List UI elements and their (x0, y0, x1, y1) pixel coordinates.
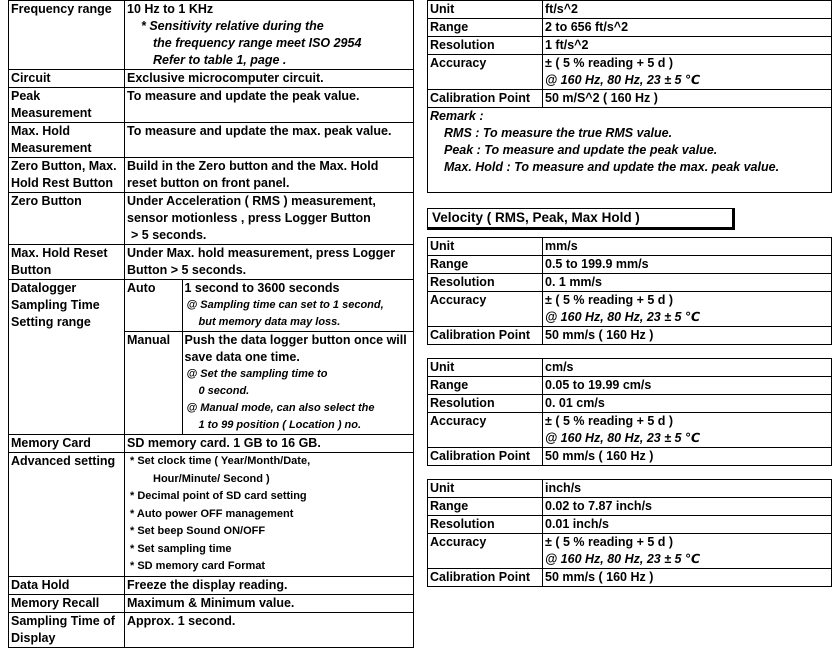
row-data-hold (9, 576, 414, 594)
row-peak (9, 88, 414, 123)
row-circuit (9, 70, 414, 88)
value-range: 0.05 to 19.99 cm/s (543, 377, 832, 395)
row-memory-card (9, 435, 414, 453)
datalogger-auto-row (125, 280, 413, 332)
row-zero-max-buttons (9, 158, 414, 193)
row-advanced-setting (9, 453, 414, 577)
value-resolution: 1 ft/s^2 (543, 37, 832, 55)
advanced-item: Hour/Minute/ Second ) (153, 472, 270, 485)
manual-note-4: 1 to 99 position ( Location ) no. (198, 419, 362, 431)
row-datalogger (9, 280, 414, 435)
remark-max-hold: Max. Hold : To measure and update the max. peak value. (444, 160, 780, 174)
value-calibration: 50 mm/s ( 160 Hz ) (543, 327, 832, 345)
label-data-hold: Data Hold (9, 576, 125, 594)
row-max-hold (9, 123, 414, 158)
velocity-table-cm (427, 358, 832, 466)
label-sampling-time: Sampling Time of Display (9, 612, 125, 647)
advanced-item: * Set beep Sound ON/OFF (130, 525, 266, 537)
advanced-item: * Set clock time ( Year/Month/Date, (130, 455, 311, 467)
freq-note-1: * Sensitivity relative during the (141, 19, 324, 33)
label-max-reset: Max. Hold Reset Button (9, 245, 125, 280)
row-frequency-range (9, 1, 414, 70)
value-accuracy: ± ( 5 % reading + 5 d ) (545, 293, 674, 307)
label-range: Range (428, 19, 543, 37)
label-calibration: Calibration Point (428, 327, 543, 345)
manual-note-2: 0 second. (198, 385, 250, 397)
label-auto: Auto (125, 280, 182, 332)
value-accuracy: ± ( 5 % reading + 5 d ) (545, 414, 674, 428)
value-range: 0.02 to 7.87 inch/s (543, 498, 832, 516)
label-calibration: Calibration Point (428, 448, 543, 466)
value-resolution: 0.01 inch/s (543, 516, 832, 534)
remark-rms: RMS : To measure the true RMS value. (444, 126, 673, 140)
remark-row (428, 108, 832, 193)
accuracy-note: @ 160 Hz, 80 Hz, 23 ± 5 ℃ (545, 310, 701, 324)
manual-note-3: @ Manual mode, can also select the (186, 402, 375, 414)
row-sampling-time (9, 612, 414, 647)
remark-peak: Peak : To measure and update the peak value. (444, 143, 718, 157)
label-accuracy: Accuracy (428, 413, 543, 448)
auto-note-1: @ Sampling time can set to 1 second, (186, 299, 384, 311)
label-range: Range (428, 377, 543, 395)
manual-note-1: @ Set the sampling time to (186, 368, 328, 380)
velocity-table-mm (427, 237, 832, 345)
value-unit: inch/s (543, 480, 832, 498)
value-accuracy: ± ( 5 % reading + 5 d ) (545, 56, 674, 70)
value-circuit: Exclusive microcomputer circuit. (125, 70, 414, 88)
spec-table-left (8, 0, 414, 648)
label-calibration: Calibration Point (428, 90, 543, 108)
label-zero-max-buttons: Zero Button, Max. Hold Rest Button (9, 158, 125, 193)
accel-resolution-row (428, 37, 832, 55)
label-memory-card: Memory Card (9, 435, 125, 453)
label-accuracy: Accuracy (428, 292, 543, 327)
label-peak: Peak Measurement (9, 88, 125, 123)
value-max-hold: To measure and update the max. peak value. (125, 123, 414, 158)
datalogger-subtable (125, 280, 413, 434)
accuracy-note: @ 160 Hz, 80 Hz, 23 ± 5 ℃ (545, 552, 701, 566)
value-zero-button-2: > 5 seconds. (131, 228, 207, 242)
value-peak: To measure and update the peak value. (125, 88, 414, 123)
value-unit: ft/s^2 (543, 1, 832, 19)
left-spec-table (8, 0, 414, 648)
freq-note-2: the frequency range meet ISO 2954 (153, 36, 362, 50)
value-calibration: 50 mm/s ( 160 Hz ) (543, 569, 832, 587)
remark-title: Remark : (430, 109, 484, 123)
label-resolution: Resolution (428, 516, 543, 534)
value-range: 0.5 to 199.9 mm/s (543, 256, 832, 274)
value-frequency-range: 10 Hz to 1 KHz (127, 2, 214, 16)
label-zero-button: Zero Button (9, 193, 125, 245)
advanced-item: * Decimal point of SD card setting (130, 490, 307, 502)
value-unit: cm/s (543, 359, 832, 377)
value-max-reset: Under Max. hold measurement, press Logger Button > 5 seconds. (125, 245, 414, 280)
label-range: Range (428, 498, 543, 516)
value-memory-card: SD memory card. 1 GB to 16 GB. (125, 435, 414, 453)
value-accuracy: ± ( 5 % reading + 5 d ) (545, 535, 674, 549)
value-auto: 1 second to 3600 seconds (184, 281, 340, 295)
advanced-item: * SD memory card Format (130, 560, 266, 572)
value-resolution: 0. 01 cm/s (543, 395, 832, 413)
label-accuracy: Accuracy (428, 55, 543, 90)
label-unit: Unit (428, 480, 543, 498)
value-sampling-time: Approx. 1 second. (125, 612, 414, 647)
row-zero-button (9, 193, 414, 245)
row-memory-recall (9, 594, 414, 612)
accel-table (427, 0, 832, 193)
velocity-heading: Velocity ( RMS, Peak, Max Hold ) (427, 208, 735, 230)
value-manual: Push the data logger button once will save data one time. (184, 333, 407, 364)
row-max-reset (9, 245, 414, 280)
label-accuracy: Accuracy (428, 534, 543, 569)
label-unit: Unit (428, 238, 543, 256)
spec-table-right (427, 0, 832, 587)
advanced-item: * Set sampling time (130, 542, 232, 555)
value-data-hold: Freeze the display reading. (125, 576, 414, 594)
datalogger-manual-row (125, 332, 413, 435)
label-advanced-setting: Advanced setting (9, 453, 125, 577)
label-resolution: Resolution (428, 274, 543, 292)
accel-accuracy-row (428, 55, 832, 90)
value-unit: mm/s (543, 238, 832, 256)
value-calibration: 50 mm/s ( 160 Hz ) (543, 448, 832, 466)
value-memory-recall: Maximum & Minimum value. (125, 594, 414, 612)
accel-unit-row (428, 1, 832, 19)
accel-range-row (428, 19, 832, 37)
label-memory-recall: Memory Recall (9, 594, 125, 612)
label-resolution: Resolution (428, 37, 543, 55)
label-manual: Manual (125, 332, 182, 435)
label-unit: Unit (428, 359, 543, 377)
freq-note-3: Refer to table 1, page . (153, 53, 287, 67)
value-zero-max-buttons: Build in the Zero button and the Max. Hold reset button on front panel. (125, 158, 414, 193)
label-frequency-range: Frequency range (9, 1, 125, 70)
velocity-table-inch (427, 479, 832, 587)
label-range: Range (428, 256, 543, 274)
label-datalogger: Datalogger Sampling Time Setting range (9, 280, 125, 435)
label-unit: Unit (428, 1, 543, 19)
auto-note-2: but memory data may loss. (198, 316, 341, 328)
label-resolution: Resolution (428, 395, 543, 413)
advanced-item: * Auto power OFF management (130, 507, 294, 520)
label-calibration: Calibration Point (428, 569, 543, 587)
accuracy-note: @ 160 Hz, 80 Hz, 23 ± 5 ℃ (545, 73, 701, 87)
value-resolution: 0. 1 mm/s (543, 274, 832, 292)
value-zero-button: Under Acceleration ( RMS ) measurement, sensor motionless , press Logger Button (127, 194, 376, 225)
accel-calibration-row (428, 90, 832, 108)
value-calibration: 50 m/S^2 ( 160 Hz ) (543, 90, 832, 108)
label-max-hold: Max. Hold Measurement (9, 123, 125, 158)
value-range: 2 to 656 ft/s^2 (543, 19, 832, 37)
accuracy-note: @ 160 Hz, 80 Hz, 23 ± 5 ℃ (545, 431, 701, 445)
label-circuit: Circuit (9, 70, 125, 88)
